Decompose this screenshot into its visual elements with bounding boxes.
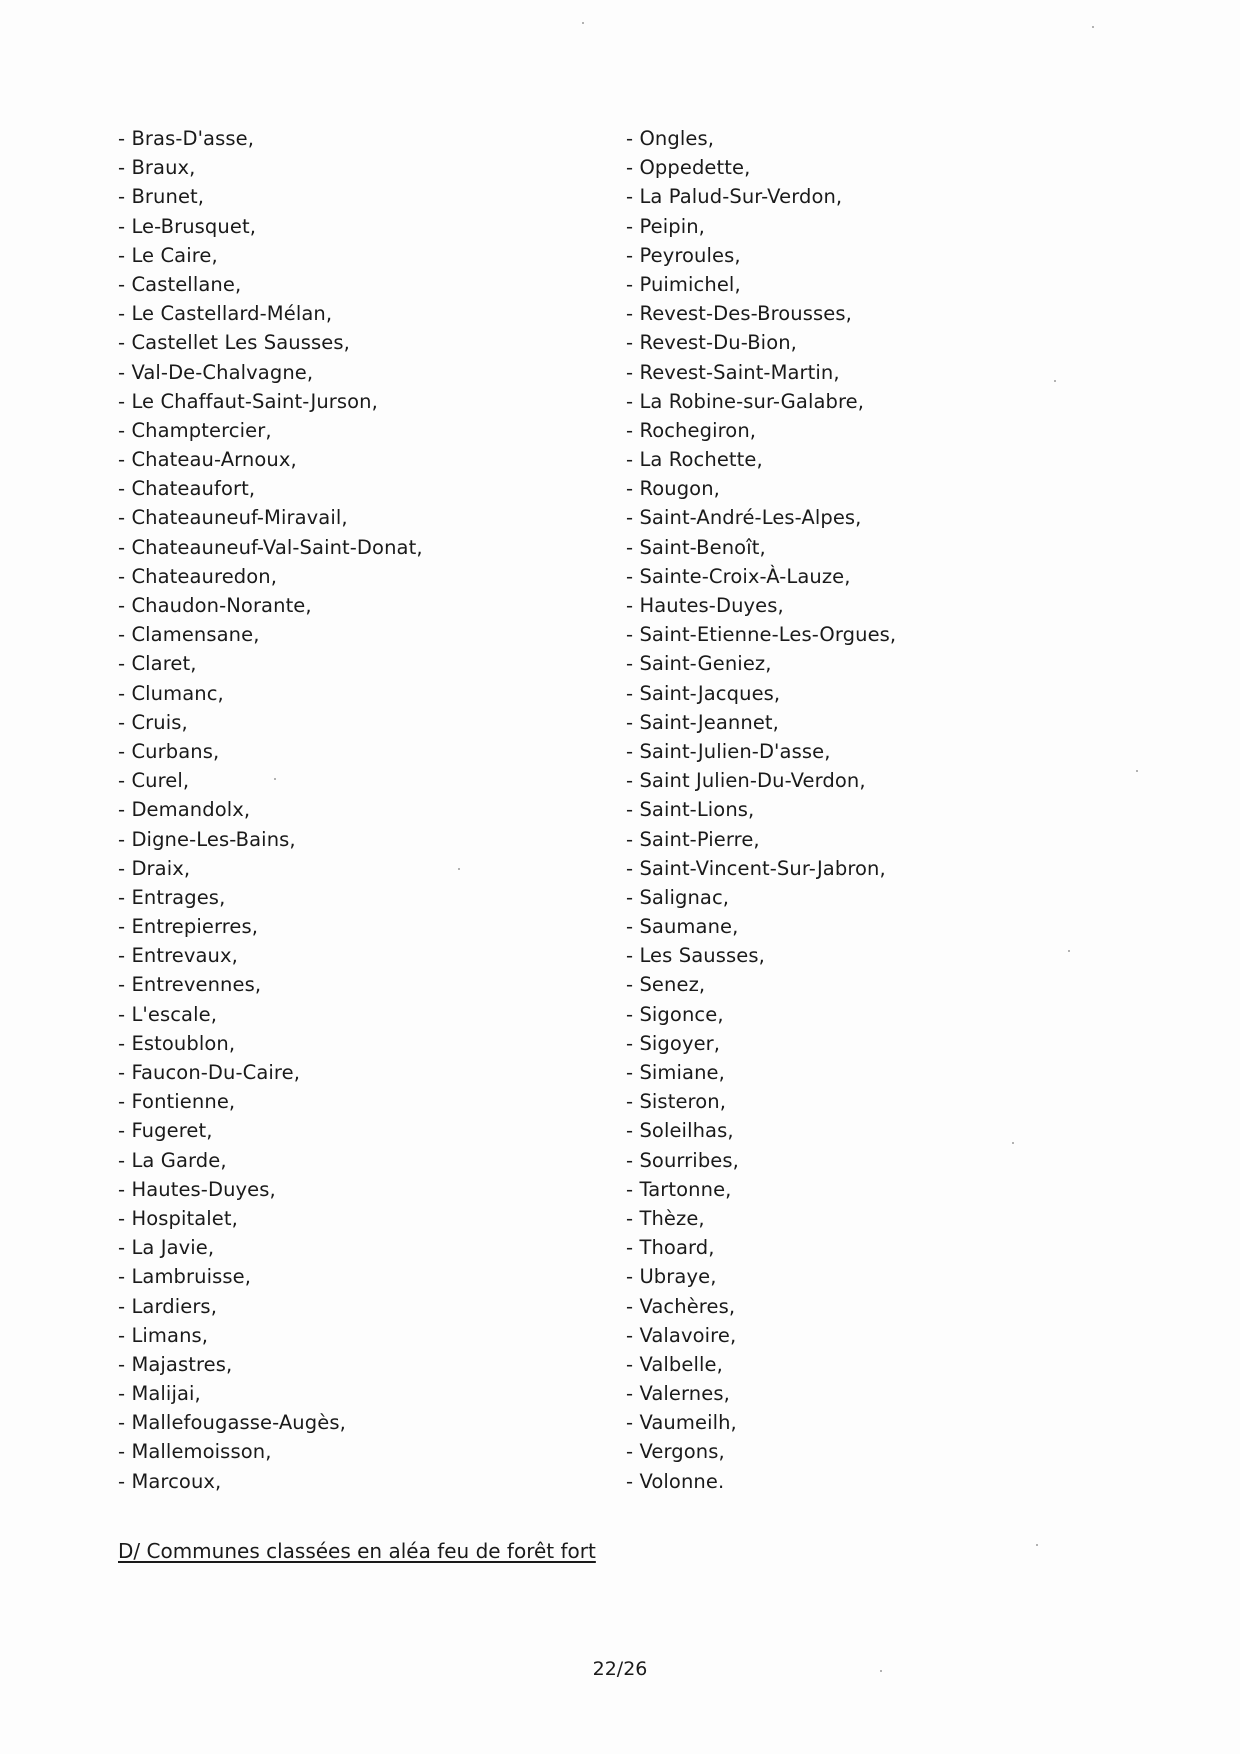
commune-list-item: - Entrevennes, (118, 970, 618, 999)
commune-list-item: - Le Caire, (118, 241, 618, 270)
commune-list-item: - Saint-Lions, (626, 795, 1146, 824)
commune-list-item: - Saint-Jeannet, (626, 708, 1146, 737)
commune-list-item: - Sisteron, (626, 1087, 1146, 1116)
commune-list-item: - Volonne. (626, 1467, 1146, 1496)
commune-list-right (626, 124, 1146, 1496)
commune-list-item: - Revest-Du-Bion, (626, 328, 1146, 357)
commune-list-item: - Saint-André-Les-Alpes, (626, 503, 1146, 532)
commune-list-item: - Thoard, (626, 1233, 1146, 1262)
commune-list-left (118, 124, 618, 1496)
commune-list-item: - Chateauredon, (118, 562, 618, 591)
commune-list-item: - Peipin, (626, 212, 1146, 241)
commune-list-item: - Digne-Les-Bains, (118, 825, 618, 854)
commune-list-item: - Mallemoisson, (118, 1437, 618, 1466)
commune-list-item: - Faucon-Du-Caire, (118, 1058, 618, 1087)
commune-list-item: - Salignac, (626, 883, 1146, 912)
page-number: 22/26 (592, 1658, 648, 1680)
commune-list-item: - Valernes, (626, 1379, 1146, 1408)
commune-list-item: - Sigoyer, (626, 1029, 1146, 1058)
commune-list-item: - Senez, (626, 970, 1146, 999)
commune-list-item: - Demandolx, (118, 795, 618, 824)
commune-list-item: - Malijai, (118, 1379, 618, 1408)
commune-list-item: - Estoublon, (118, 1029, 618, 1058)
commune-list-item: - Entrepierres, (118, 912, 618, 941)
commune-list-item: - Braux, (118, 153, 618, 182)
commune-list-item: - Le Chaffaut-Saint-Jurson, (118, 387, 618, 416)
commune-list-item: - Vaumeilh, (626, 1408, 1146, 1437)
commune-list-item: - Hospitalet, (118, 1204, 618, 1233)
commune-list-item: - Tartonne, (626, 1175, 1146, 1204)
commune-list-item: - Entrevaux, (118, 941, 618, 970)
scan-speck (880, 1670, 882, 1672)
commune-list-item: - Clumanc, (118, 679, 618, 708)
commune-list-item: - Oppedette, (626, 153, 1146, 182)
commune-list-item: - La Garde, (118, 1146, 618, 1175)
commune-list-item: - La Rochette, (626, 445, 1146, 474)
commune-list-item: - Marcoux, (118, 1467, 618, 1496)
commune-list-item: - Fontienne, (118, 1087, 618, 1116)
commune-list-item: - Revest-Saint-Martin, (626, 358, 1146, 387)
commune-list-item: - Valavoire, (626, 1321, 1146, 1350)
commune-list-item: - Chateaufort, (118, 474, 618, 503)
commune-list-item: - Saint-Pierre, (626, 825, 1146, 854)
commune-list-item: - Val-De-Chalvagne, (118, 358, 618, 387)
commune-list-item: - Cruis, (118, 708, 618, 737)
scan-speck (1012, 1142, 1014, 1144)
scan-speck (1068, 950, 1070, 952)
commune-list-item: - L'escale, (118, 1000, 618, 1029)
commune-list-item: - Champtercier, (118, 416, 618, 445)
commune-list-item: - Le-Brusquet, (118, 212, 618, 241)
commune-list-item: - Curel, (118, 766, 618, 795)
commune-list-item: - Thèze, (626, 1204, 1146, 1233)
commune-list-item: - Revest-Des-Brousses, (626, 299, 1146, 328)
commune-list-item: - Rochegiron, (626, 416, 1146, 445)
commune-list-item: - Saint-Geniez, (626, 649, 1146, 678)
commune-list-item: - Clamensane, (118, 620, 618, 649)
commune-list-item: - Saumane, (626, 912, 1146, 941)
commune-list-item: - Lambruisse, (118, 1262, 618, 1291)
scan-speck (1136, 770, 1138, 772)
commune-list-item: - Rougon, (626, 474, 1146, 503)
scan-speck (1036, 1544, 1038, 1546)
scan-speck (582, 22, 584, 24)
scan-speck (274, 778, 276, 780)
commune-list-item: - Simiane, (626, 1058, 1146, 1087)
commune-list-item: - Saint-Benoît, (626, 533, 1146, 562)
commune-list-item: - Draix, (118, 854, 618, 883)
commune-list-item: - Le Castellard-Mélan, (118, 299, 618, 328)
scan-speck (1092, 26, 1094, 28)
commune-list-item: - Sigonce, (626, 1000, 1146, 1029)
commune-list-item: - Claret, (118, 649, 618, 678)
commune-list-item: - Limans, (118, 1321, 618, 1350)
commune-list-item: - Chaudon-Norante, (118, 591, 618, 620)
commune-list-item: - Saint-Etienne-Les-Orgues, (626, 620, 1146, 649)
commune-list-item: - Saint-Jacques, (626, 679, 1146, 708)
commune-list-item: - La Javie, (118, 1233, 618, 1262)
commune-list-item: - Les Sausses, (626, 941, 1146, 970)
scan-speck (1054, 380, 1056, 382)
commune-list-item: - Curbans, (118, 737, 618, 766)
commune-list-item: - Mallefougasse-Augès, (118, 1408, 618, 1437)
commune-list-item: - Ongles, (626, 124, 1146, 153)
commune-list-item: - Vachères, (626, 1292, 1146, 1321)
commune-list-item: - Bras-D'asse, (118, 124, 618, 153)
commune-list-item: - Majastres, (118, 1350, 618, 1379)
commune-list-item: - Saint Julien-Du-Verdon, (626, 766, 1146, 795)
commune-list-item: - Castellet Les Sausses, (118, 328, 618, 357)
commune-list-item: - Chateauneuf-Val-Saint-Donat, (118, 533, 618, 562)
commune-list-item: - Soleilhas, (626, 1116, 1146, 1145)
commune-list-item: - Saint-Vincent-Sur-Jabron, (626, 854, 1146, 883)
commune-list-item: - Saint-Julien-D'asse, (626, 737, 1146, 766)
commune-list-item: - Peyroules, (626, 241, 1146, 270)
commune-list-item: - Lardiers, (118, 1292, 618, 1321)
commune-list-item: - Hautes-Duyes, (626, 591, 1146, 620)
commune-list-item: - La Palud-Sur-Verdon, (626, 182, 1146, 211)
commune-list-item: - La Robine-sur-Galabre, (626, 387, 1146, 416)
commune-list-item: - Vergons, (626, 1437, 1146, 1466)
commune-list-item: - Castellane, (118, 270, 618, 299)
commune-list-item: - Chateau-Arnoux, (118, 445, 618, 474)
commune-list-item: - Puimichel, (626, 270, 1146, 299)
commune-list-item: - Fugeret, (118, 1116, 618, 1145)
commune-list-item: - Brunet, (118, 182, 618, 211)
commune-list-item: - Sainte-Croix-À-Lauze, (626, 562, 1146, 591)
commune-list-item: - Entrages, (118, 883, 618, 912)
commune-list-item: - Sourribes, (626, 1146, 1146, 1175)
commune-list-item: - Ubraye, (626, 1262, 1146, 1291)
scan-speck (458, 868, 460, 870)
section-heading: D/ Communes classées en aléa feu de forêt fort (118, 1539, 596, 1563)
commune-list-item: - Valbelle, (626, 1350, 1146, 1379)
commune-list-item: - Chateauneuf-Miravail, (118, 503, 618, 532)
commune-list-item: - Hautes-Duyes, (118, 1175, 618, 1204)
